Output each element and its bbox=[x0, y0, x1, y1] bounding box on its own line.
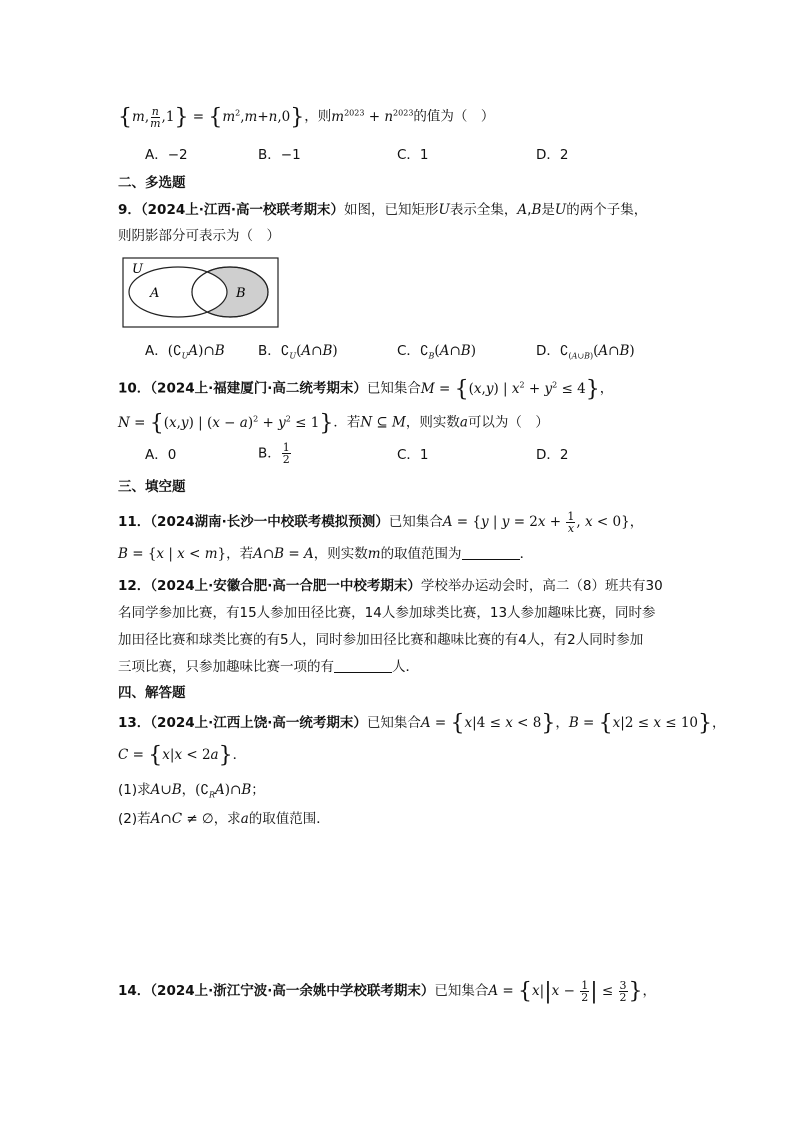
q12-line2: 名同学参加比赛，有15人参加田径比赛，14人参加球类比赛，13人参加趣味比赛，同时参 bbox=[118, 605, 656, 621]
q10-number: 10． bbox=[118, 380, 151, 397]
q11-stem-line2: B = {x | x < m}，若A∩B = A，则实数m的取值范围为 ． bbox=[118, 546, 534, 562]
q9-option-d[interactable]: D．$∁_{(A\cup B)}(A\cap B)$ bbox=[536, 343, 635, 361]
q9-text: 是 bbox=[541, 202, 555, 218]
q8-condition: {m, $\frac{n}{m}$ $,1\} = \{m^2,m+n,0\}$，则$m^{2023} + n^{2023}$的值为（ ） bbox=[118, 104, 495, 130]
q13-text: 的取值范围． bbox=[248, 811, 330, 827]
q14-source: （2024上·浙江宁波·高一余姚中学校联考期末） bbox=[150, 983, 435, 999]
q8-tail: ，则 bbox=[304, 108, 332, 125]
q10-option-a[interactable]: A．0 bbox=[145, 447, 177, 463]
q13-stem: 13．（2024上·江西上饶·高一统考期末）已知集合A = {x|4 ≤ x < 8}，B = {x|2 ≤ x ≤ 10}， bbox=[118, 711, 726, 736]
q10-text: ，则实数 bbox=[405, 414, 460, 431]
q11-text: ，则实数 bbox=[313, 546, 368, 562]
q9-text: 如图，已知矩形 bbox=[344, 202, 439, 218]
q9-stem: 9．（2024上·江西·高一校联考期末）如图，已知矩形U表示全集，A,B是U的两个子集， bbox=[118, 202, 648, 218]
q14-number: 14． bbox=[118, 983, 151, 999]
q13-text: 已知集合 bbox=[366, 715, 421, 731]
label-b: B bbox=[236, 286, 246, 301]
venn-diagram bbox=[122, 257, 280, 329]
q10-option-b[interactable]: B． $\frac{1}{2}$ bbox=[258, 441, 290, 466]
q13-number: 13． bbox=[118, 715, 151, 731]
q14-stem: 14．（2024上·浙江宁波·高一余姚中学校联考期末）已知集合A = {x||x − $\frac{1}{2}$ | ≤ $\frac{3}{2}$ }， bbox=[118, 979, 657, 1004]
q13-source: （2024上·江西上饶·高一统考期末） bbox=[150, 715, 367, 731]
q8-tail2: 的值为（ ） bbox=[413, 108, 495, 125]
q12-line4 bbox=[118, 658, 419, 676]
q8-option-a[interactable]: A．−2 bbox=[145, 147, 188, 163]
q11-stem: 11．（2024湖南·长沙一中校联考模拟预测）已知集合A = {y | y = 2x + $\frac{1}{x}$ , x < 0}， bbox=[118, 510, 644, 535]
q13-stem-line2: C = {x|x < 2a}． bbox=[118, 743, 247, 768]
q11-text: 已知集合 bbox=[388, 514, 443, 530]
q9-text: 表示全集， bbox=[449, 202, 518, 218]
q10-option-d[interactable]: D．2 bbox=[536, 447, 569, 463]
section-multi-choice: 二、多选题 bbox=[118, 175, 186, 191]
q9-number: 9． bbox=[118, 202, 141, 218]
q12-text: 人． bbox=[392, 659, 419, 675]
q9-text: 的两个子集， bbox=[566, 202, 648, 218]
q12-source: （2024上·安徽合肥·高一合肥一中校考期末） bbox=[150, 578, 421, 594]
q13-part1-label: (1)求 bbox=[118, 782, 151, 798]
q9-option-a[interactable]: A．$(∁_UA)\cap B$ bbox=[145, 343, 225, 361]
q10-stem: 10．（2024上·福建厦门·高二统考期末）已知集合M = {(x,y) | $x^2 + y^2 \le 4$}， bbox=[118, 376, 614, 402]
q8-option-c[interactable]: C．1 bbox=[397, 147, 429, 163]
q13-part1: (1)求A∪B，$(∁_RA)\cap B$； bbox=[118, 782, 265, 800]
q13-part2: (2)若A∩C ≠ ∅，求a的取值范围． bbox=[118, 811, 330, 827]
q10-text: 已知集合 bbox=[366, 380, 421, 397]
q11-text: 的取值范围为 bbox=[380, 546, 462, 562]
q11-number: 11． bbox=[118, 514, 151, 530]
q10-stem-line2: N = {(x,y) | $(x - a)^2 + y^2 \le 1$}．若N ⊆ M，则实数a可以为（ ） bbox=[118, 410, 549, 436]
q10-option-c[interactable]: C．1 bbox=[397, 447, 429, 463]
q13-part2-label: (2)若 bbox=[118, 811, 151, 827]
q11-answer-blank[interactable] bbox=[462, 547, 520, 560]
q11-source: （2024湖南·长沙一中校联考模拟预测） bbox=[150, 514, 389, 530]
q10-text: 可以为（ ） bbox=[467, 414, 549, 431]
section-answer: 四、解答题 bbox=[118, 685, 186, 701]
q10-source: （2024上·福建厦门·高二统考期末） bbox=[150, 380, 367, 397]
q11-end: ． bbox=[519, 546, 534, 562]
q13-text: ，求 bbox=[213, 811, 241, 827]
q9-stem-line2: 则阴影部分可表示为（ ） bbox=[118, 228, 280, 244]
q9-source: （2024上·江西·高一校联考期末） bbox=[140, 202, 344, 218]
section-fill-blank: 三、填空题 bbox=[118, 479, 186, 495]
q8-option-d[interactable]: D．2 bbox=[536, 147, 569, 163]
q12-answer-blank[interactable] bbox=[334, 660, 392, 673]
q10-text: ．若 bbox=[333, 414, 361, 431]
q12-line3: 加田径比赛和球类比赛的有5人，同时参加田径比赛和趣味比赛的有4人，有2人同时参加 bbox=[118, 632, 644, 648]
label-u: U bbox=[132, 262, 143, 277]
q12-text: 三项比赛，只参加趣味比赛一项的有 bbox=[118, 659, 334, 675]
q12-line1 bbox=[118, 577, 663, 595]
q11-text: ，若 bbox=[226, 546, 254, 562]
q9-option-b[interactable]: B．$∁_U(A\cap B)$ bbox=[258, 343, 338, 361]
q12-text: 学校举办运动会时，高二（8）班共有30 bbox=[420, 578, 663, 594]
q8-option-b[interactable]: B．−1 bbox=[258, 147, 301, 163]
q9-option-c[interactable]: C．$∁_B(A\cap B)$ bbox=[397, 343, 476, 361]
q14-text: 已知集合 bbox=[434, 983, 489, 999]
q12-number: 12． bbox=[118, 578, 151, 594]
label-a: A bbox=[150, 286, 160, 301]
